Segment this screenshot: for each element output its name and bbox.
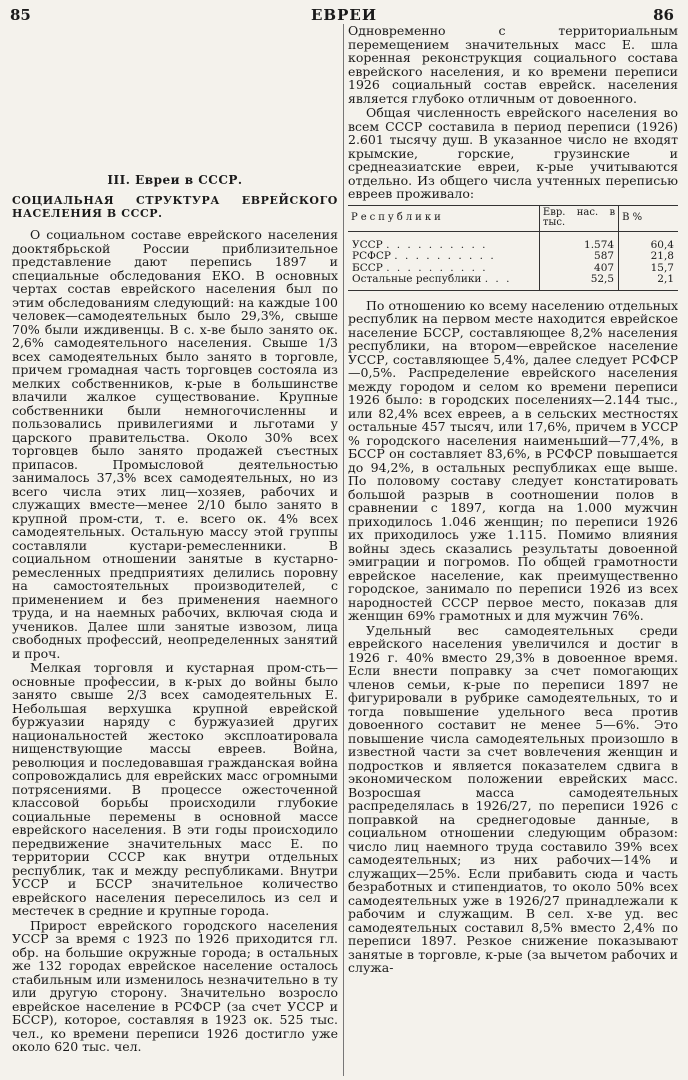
subsection-title: СОЦИАЛЬНАЯ СТРУКТУРА ЕВРЕЙСКОГО НАСЕЛЕНИЯ В СССР. — [12, 193, 338, 220]
cell-percent: 60,4 — [619, 231, 678, 251]
paragraph: По отношению ко всему населению отдельных республик на первом месте находится еврейское население БССР, составляющее 8,2% населения республики, на втором—еврейское население УССР, составляющее 5,4%, далее следует РСФСР—0,5%. Распределение еврейского населения между городом и селом ко времени переписи 1926 было: в городских поселениях—2.144 тыс., или 82,4% всех евреев, а в сельских местностях остальные 457 тысяч, или 17,6%, причем в УССР % городского населения наименьший—77,4%, в БССР он составляет 83,6%, в РСФСР повышается до 94,2%, в остальных республиках еще выше. По половому составу следует констатировать большой разрыв в соотношении полов в сравнении с 1897, когда на 1.000 мужчин приходилось 1.046 женщин; по переписи 1926 их приходилось уже 1.115. Помимо влияния войны здесь сказались результаты довоенной эмиграции и погромов. По общей грамотности еврейское население, как преимущественно городское, занимало по переписи 1926 из всех народностей СССР первое место, показав для женщин 69% грамотных и для мужчин 76%. — [348, 297, 678, 624]
left-column — [12, 30, 338, 1078]
section-title: III. Евреи в СССР. — [107, 173, 243, 187]
cell-republic: РСФСР . . . . . . . . . . — [352, 250, 496, 263]
col-header-republics: Республики — [348, 205, 539, 231]
cell-republic: БССР . . . . . . . . . . — [352, 261, 488, 274]
cell-population: 1.574 — [539, 231, 618, 251]
cell-republic: УССР . . . . . . . . . . — [352, 238, 488, 251]
page-number-right: 86 — [653, 6, 674, 24]
col-header-percent: В % — [619, 205, 678, 231]
paragraph: Одновременно с территориальным перемещением значительных масс Е. шла коренная реконструкция социального состава еврейского населения, и ко времени переписи 1926 социальный состав еврейск. населения является глубоко отличным от довоенного. — [348, 24, 678, 106]
page-header — [0, 6, 688, 26]
cell-population: 587 — [539, 251, 618, 263]
cell-republic: Остальные республики . . . — [352, 273, 512, 286]
cell-population: 52,5 — [539, 274, 618, 290]
table-row — [348, 231, 678, 251]
cell-percent: 21,8 — [619, 251, 678, 263]
table-header-row — [348, 205, 678, 231]
paragraph: Мелкая торговля и кустарная пром-сть—основные профессии, в к-рых до войны было занято свыше 2/3 всех самодеятельных Е. Небольшая верхушка крупной еврейской буржуазии наряду с буржуазией других национальностей жестоко эксплоатировала нищенствующие массы евреев. Война, революция и последовавшая гражданская война сопровождались для еврейских масс огромными потрясениями. В процессе ожесточенной классовой борьбы происходили глубокие социальные перемены в основной массе еврейского населения. В эти годы происходило передвижение значительных масс Е. по территории СССР как внутри отдельных республик, так и между республиками. Внутри УССР и БССР значительное количество еврейского населения переселилось из сел и местечек в средние и крупные города. — [12, 660, 338, 919]
paragraph: Общая численность еврейского населения во всем СССР составила в период переписи (1926) 2.601 тысячу душ. В указанное число не входят крымские, горские, грузинские и среднеазиатские евреи, к-рые учитываются отдельно. Из общего числа учтенных переписью евреев проживало: — [348, 105, 678, 201]
column-divider — [343, 24, 344, 1076]
col-header-population: Евр. нас. в тыс. — [539, 205, 618, 231]
paragraph: Прирост еврейского городского населения УССР за время с 1923 по 1926 приходится гл. обр. на большие окружные города; в остальных же 132 городах еврейское население осталось стабильным или изменилось незначительно в ту или другую сторону. Значительно возросло еврейское население в РСФСР (за счет УССР и БССР), которое, составляя в 1923 ок. 525 тыс. чел., ко времени переписи 1926 достигло уже около 620 тыс. чел. — [12, 917, 338, 1055]
right-column — [348, 24, 678, 1072]
cell-percent: 2,1 — [619, 274, 678, 290]
running-title: ЕВРЕИ — [311, 6, 377, 24]
cell-population: 407 — [539, 263, 618, 275]
paragraph: Удельный вес самодеятельных среди еврейского населения увеличился и достиг в 1926 г. 40% вместо 29,3% в довоенное время. Если внести поправку за счет помогающих членов семьи, к-рые по переписи 1897 не фигурировали в рубрике самодеятельных, то и тогда повышение удельного веса против довоенного составит не менее 5—6%. Это повышение числа самодеятельных произошло в известной части за счет вовлечения женщин и подростков и является показателем сдвига в экономическом положении еврейских масс. Возросшая масса самодеятельных распределялась в 1926/27, по переписи 1926 с поправкой на среднегодовые данные, в социальном отношении следующим образом: число лиц наемного труда составило 39% всех самодеятельных; из них рабочих—14% и служащих—25%. Если прибавить сюда и часть безработных и стипендиатов, то около 50% всех самодеятельных уже в 1926/27 принадлежали к рабочим и служащим. В сел. х-ве уд. вес самодеятельных составил 8,5% вместо 2,4% по переписи 1897. Резкое снижение показывают занятые в торговле, к-рые (за вычетом рабочих и служа- — [348, 622, 678, 976]
paragraph: О социальном составе еврейского населения дооктябрьской России приблизительное представление дают перепись 1897 и специальные обследования ЕКО. В основных чертах состав еврейского населения был по этим обследованиям следующий: на каждые 100 человек—самодеятельных было 29,3%, свыше 70% были иждивенцы. В с. х-ве было занято ок. 2,6% самодеятельного населения. Свыше 1/3 всех самодеятельных было занято в торговле, причем громадная часть торговцев состояла из мелких собственников, к-рые в большинстве влачили жалкое существование. Крупные собственники были немногочисленны и пользовались привилегиями и льготами у царского правительства. Около 30% всех торговцев было занято продажей съестных припасов. Промысловой деятельностью занималось 37,3% всех самодеятельных, но из всего числа этих лиц—хозяев, рабочих и служащих вместе—менее 2/10 было занято в крупной пром-сти, т. е. всего ок. 4% всех самодеятельных. Остальную массу этой группы составляли кустари-ремесленники. В социальном отношении занятые в кустарно-ремесленных предприятиях делились поровну на самостоятельных производителей, с применением и без применения наемного труда, и на наемных рабочих, включая сюда и учеников. Далее шли занятые извозом, лица свободных профессий, неопределенных занятий и проч. — [12, 227, 338, 661]
table-row — [348, 274, 678, 290]
page-number-left: 85 — [10, 6, 31, 24]
cell-percent: 15,7 — [619, 263, 678, 275]
population-table — [348, 205, 678, 291]
